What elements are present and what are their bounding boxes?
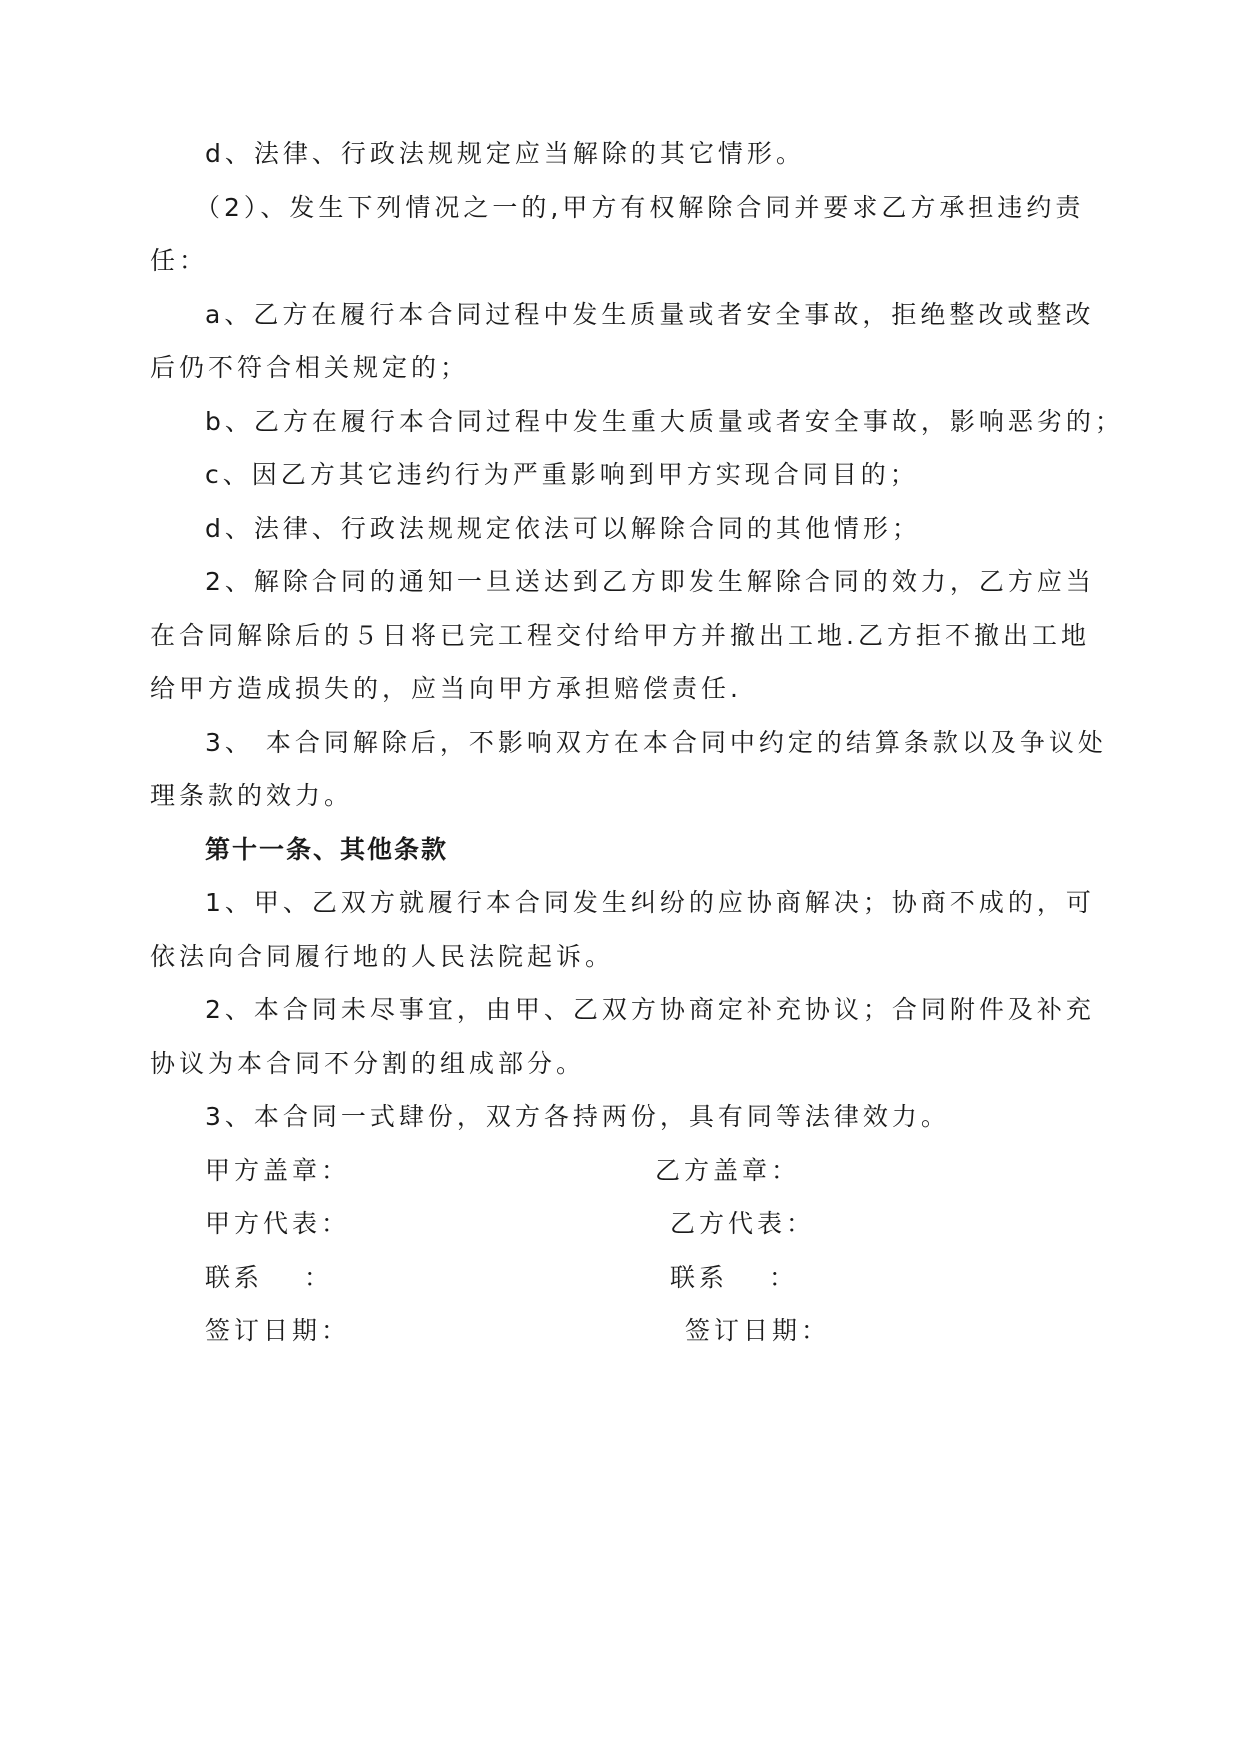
clause-text-line: 2、本合同未尽事宜，由甲、乙双方协商定补充协议；合同附件及补充 [205,995,1095,1024]
party-a-seal-label: 甲方盖章： [205,1156,351,1185]
clause-text-line: 在合同解除后的５日将已完工程交付给甲方并撤出工地.乙方拒不撤出工地 [150,621,1090,650]
party-b-seal-label: 乙方盖章： [655,1156,801,1185]
clause-text-line: 3、 本合同解除后，不影响双方在本合同中约定的结算条款以及争议处 [205,728,1107,757]
party-a-rep-label: 甲方代表： [205,1209,351,1238]
clause-text-line: 2、解除合同的通知一旦送达到乙方即发生解除合同的效力，乙方应当 [205,567,1095,596]
party-b-date-label: 签订日期： [685,1316,831,1345]
clause-text-line: 协议为本合同不分割的组成部分。 [150,1049,586,1078]
party-b-rep-label: 乙方代表： [670,1209,816,1238]
clause-text-line: 后仍不符合相关规定的； [150,353,470,382]
clause-text-line: 理条款的效力。 [150,781,354,810]
clause-text-line: 1、甲、乙双方就履行本合同发生纠纷的应协商解决；协商不成的，可 [205,888,1095,917]
party-b-contact-label: 联系 ： [670,1263,798,1292]
clause-text-line: d、法律、行政法规规定依法可以解除合同的其他情形； [205,514,921,543]
clause-text-line: b、乙方在履行本合同过程中发生重大质量或者安全事故，影响恶劣的； [205,407,1124,436]
section-heading: 第十一条、其他条款 [205,835,449,864]
clause-text-line: a、乙方在履行本合同过程中发生质量或者安全事故，拒绝整改或整改 [205,300,1095,329]
clause-text-line: 3、本合同一式肆份，双方各持两份，具有同等法律效力。 [205,1102,950,1131]
clause-text-line: c、因乙方其它违约行为严重影响到甲方实现合同目的； [205,460,919,489]
clause-text-line: 给甲方造成损失的，应当向甲方承担赔偿责任. [150,674,742,703]
party-a-date-label: 签订日期： [205,1316,351,1345]
clause-text-line: d、法律、行政法规规定应当解除的其它情形。 [205,139,805,168]
party-a-contact-label: 联系 ： [205,1263,333,1292]
clause-text-line: （2）、发生下列情况之一的,甲方有权解除合同并要求乙方承担违约责 [195,193,1085,222]
clause-text-line: 任： [150,246,209,275]
clause-text-line: 依法向合同履行地的人民法院起诉。 [150,942,615,971]
